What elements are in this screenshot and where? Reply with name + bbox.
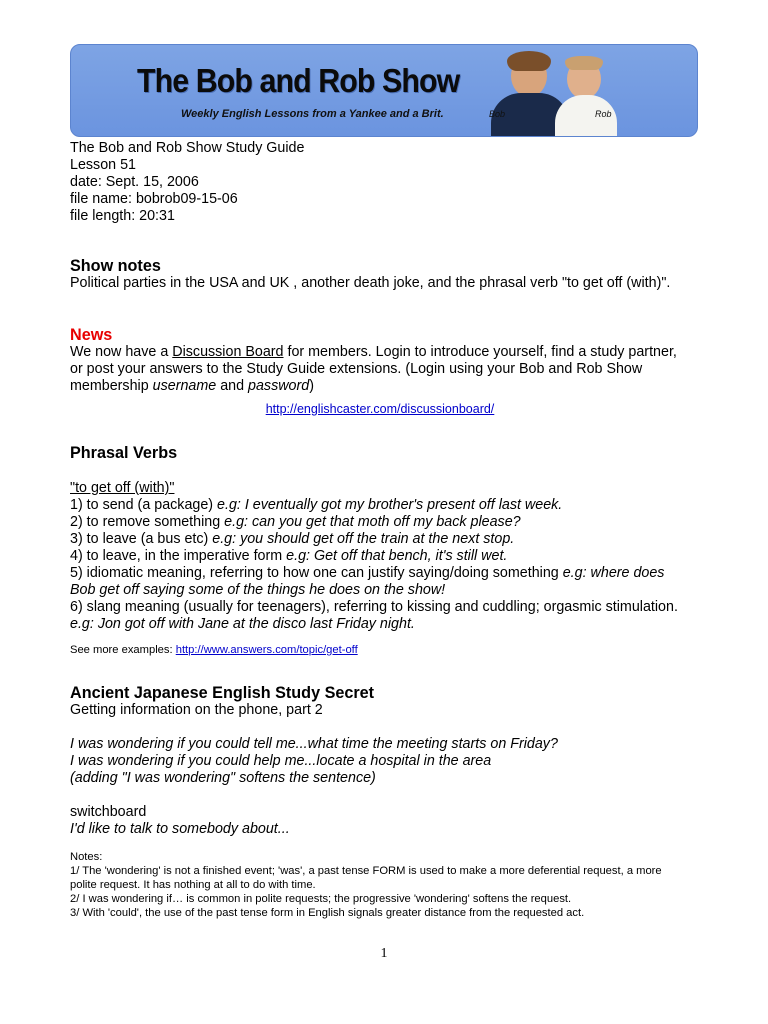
- answers-link[interactable]: http://www.answers.com/topic/get-off: [175, 644, 358, 656]
- file-length: file length: 20:31: [70, 208, 175, 224]
- phrasal-item: 2) to remove something e.g: can you get that moth off my back please?: [70, 514, 521, 530]
- study-secret-heading: Ancient Japanese English Study Secret: [70, 684, 375, 702]
- rob-label: Rob: [595, 109, 612, 119]
- show-notes-text: Political parties in the USA and UK , another death joke, and the phrasal verb "to get off (with)".: [70, 275, 671, 291]
- show-notes-heading: Show notes: [70, 257, 161, 275]
- notes-block: [70, 850, 690, 920]
- notes-label: Notes:: [70, 851, 103, 863]
- phrasal-item: 6) slang meaning (usually for teenagers), referring to kissing and cuddling; orgasmic stimulation. e.g: Jon got off with Jane at the disco last Friday night.: [70, 599, 678, 632]
- study-guide-info: [70, 140, 304, 225]
- phrasal-item: 1) to send (a package) e.g: I eventually got my brother's present off last week.: [70, 497, 563, 513]
- phrasal-item: 3) to leave (a bus etc) e.g: you should get off the train at the next stop.: [70, 531, 515, 547]
- switchboard-label: switchboard: [70, 804, 147, 820]
- see-more: See more examples: http://www.answers.com/topic/get-off: [70, 644, 358, 656]
- study-secret-subtitle: Getting information on the phone, part 2: [70, 702, 323, 718]
- banner-subtitle: Weekly English Lessons from a Yankee and a Brit.: [181, 108, 444, 120]
- bob-label: Bob: [489, 109, 506, 119]
- example-note: (adding "I was wondering" softens the sentence): [70, 770, 376, 786]
- note-item: 2/ I was wondering if… is common in polite requests; the progressive 'wondering' softens the request.: [70, 893, 572, 905]
- news-section: [70, 327, 690, 418]
- phrasal-verbs-section: [70, 445, 690, 657]
- phrasal-verb-title: "to get off (with)": [70, 480, 175, 496]
- phrasal-item: 5) idiomatic meaning, referring to how one can justify saying/doing something e.g: where does Bob get off saying some of the things he does on the show!: [70, 565, 665, 598]
- study-secret-section: [70, 685, 690, 920]
- example-sentence: I was wondering if you could help me...locate a hospital in the area: [70, 753, 492, 769]
- discussion-board-link[interactable]: Discussion Board: [172, 344, 284, 360]
- lesson-number: Lesson 51: [70, 157, 136, 173]
- note-item: 3/ With 'could', the use of the past tense form in English signals greater distance from the requested act.: [70, 907, 585, 919]
- phrasal-verbs-heading: Phrasal Verbs: [70, 444, 178, 462]
- news-heading: News: [70, 326, 113, 344]
- example-sentence: I was wondering if you could tell me...what time the meeting starts on Friday?: [70, 736, 558, 752]
- lesson-date: date: Sept. 15, 2006: [70, 174, 199, 190]
- switchboard-example: I'd like to talk to somebody about...: [70, 821, 290, 837]
- file-name: file name: bobrob09-15-06: [70, 191, 238, 207]
- page-number: 1: [380, 946, 388, 961]
- news-text: We now have a Discussion Board for members. Login to introduce yourself, find a study partner, or post your answers to the Study Guide extensions. (Login using your Bob and Rob Show membership username and password): [70, 344, 677, 394]
- show-notes-section: [70, 258, 690, 292]
- banner-title: The Bob and Rob Show: [137, 62, 460, 99]
- note-item: 1/ The 'wondering' is not a finished event; 'was', a past tense FORM is used to make a more deferential request, a more polite request. It has nothing at all to do with time.: [70, 865, 662, 891]
- header-banner: [70, 44, 698, 137]
- phrasal-item: 4) to leave, in the imperative form e.g: Get off that bench, it's still wet.: [70, 548, 508, 564]
- guide-title: The Bob and Rob Show Study Guide: [70, 140, 305, 156]
- discussion-board-url[interactable]: http://englishcaster.com/discussionboard/: [265, 402, 495, 416]
